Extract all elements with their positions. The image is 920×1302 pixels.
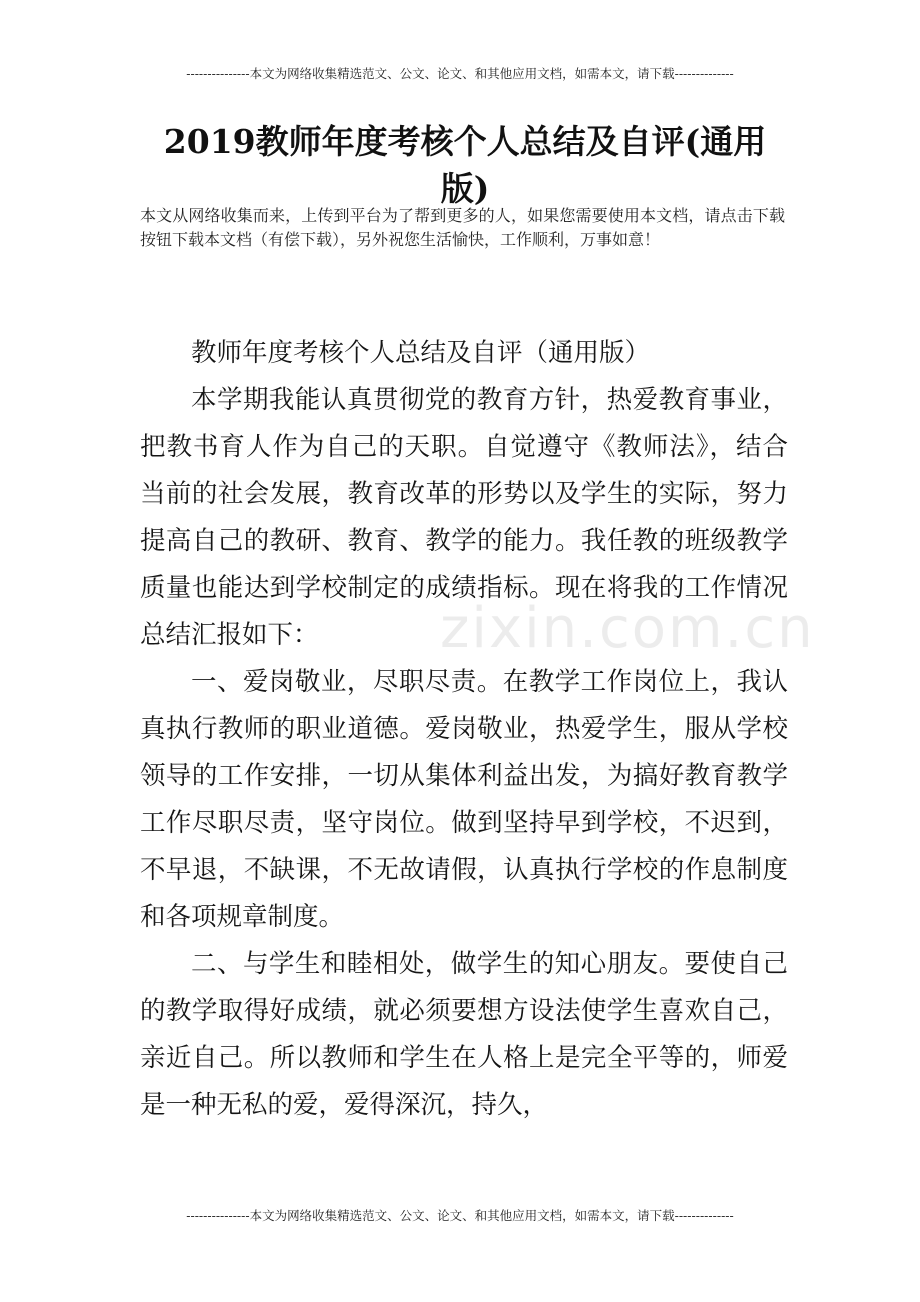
watermark: zixin.com.cn <box>440 596 815 661</box>
body-paragraph: 二、与学生和睦相处，做学生的知心朋友。要使自己的教学取得好成绩，就必须要想方设法使学生喜欢自己，亲近自己。所以教师和学生在人格上是完全平等的，师爱是一种无私的爱，爱得深沉，持久， <box>140 949 788 1120</box>
intro-notice: 本文从网络收集而来，上传到平台为了帮到更多的人，如果您需要使用本文档，请点击下载按钮下载本文档（有偿下载），另外祝您生活愉快，工作顺利，万事如意！ <box>140 206 785 249</box>
body-paragraph: 本学期我能认真贯彻党的教育方针，热爱教育事业，把教书育人作为自己的天职。自觉遵守《教师法》，结合当前的社会发展，教育改革的形势以及学生的实际，努力提高自己的教研、教育、教学的能力。我任教的班级教学质量也能达到学校制定的成绩指标。现在将我的工作情况总结汇报如下： <box>140 385 788 650</box>
header-banner: ---------------本文为网络收集精选范文、公文、论文、和其他应用文档，如需本文，请下载-------------- <box>186 66 734 81</box>
document-title: 2019教师年度考核个人总结及自评(通用版) <box>163 122 767 208</box>
body-paragraph: 一、爱岗敬业，尽职尽责。在教学工作岗位上，我认真执行教师的职业道德。爱岗敬业，热爱学生，服从学校领导的工作安排，一切从集体利益出发，为搞好教育教学工作尽职尽责，坚守岗位。做到坚持早到学校，不迟到，不早退，不缺课，不无故请假，认真执行学校的作息制度和各项规章制度。 <box>140 667 788 932</box>
document-body <box>140 330 788 1129</box>
footer-banner: ---------------本文为网络收集精选范文、公文、论文、和其他应用文档，如需本文，请下载-------------- <box>186 1208 734 1223</box>
body-subtitle: 教师年度考核个人总结及自评（通用版） <box>191 338 651 368</box>
